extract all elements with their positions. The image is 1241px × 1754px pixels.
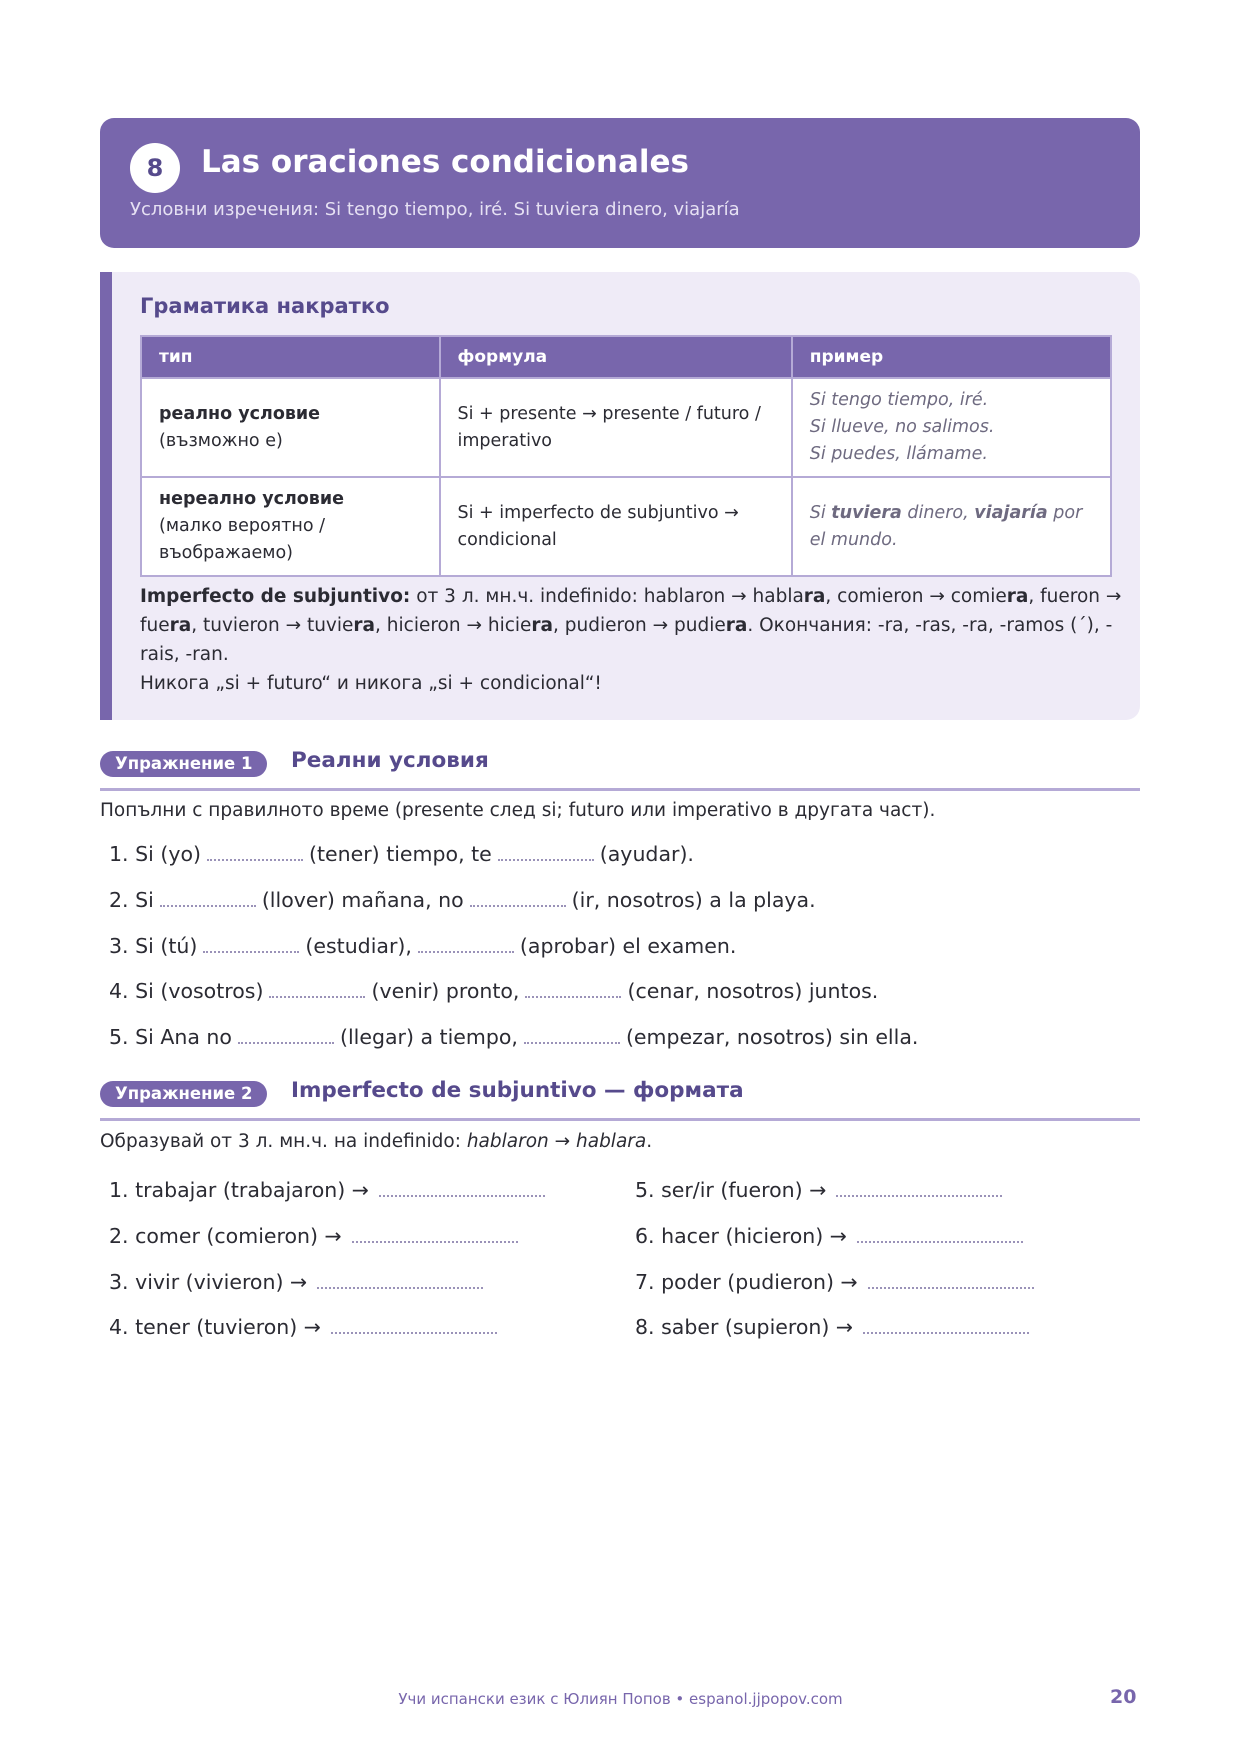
formula-cell: Si + presente → presente / futuro / imperativo <box>440 378 792 477</box>
answer-blank[interactable] <box>269 980 365 998</box>
item-text: Si Ana no <box>135 1025 232 1049</box>
exercise-item <box>109 934 736 958</box>
grammar-table <box>140 335 1112 577</box>
answer-blank[interactable] <box>868 1271 1034 1289</box>
exercise-title: Реални условия <box>291 748 489 773</box>
item-text: (ir, nosotros) a la playa. <box>571 888 816 912</box>
item-text: 5. ser/ir (fueron) → <box>635 1178 827 1202</box>
note-ending: ra <box>1006 586 1029 607</box>
type-cell <box>141 378 440 477</box>
answer-blank[interactable] <box>238 1026 334 1044</box>
item-text: Si <box>135 888 154 912</box>
grammar-title: Граматика накратко <box>140 294 390 318</box>
example-part: por el mundo. <box>809 502 1083 550</box>
note-label: Imperfecto de subjuntivo: <box>140 586 411 607</box>
note-text: от 3 л. мн.ч. indefinido: hablaron → habla <box>410 586 804 607</box>
column-header-type: тип <box>141 336 440 378</box>
item-number: 5. <box>109 1025 129 1049</box>
note-ending: ra <box>531 615 554 636</box>
item-text: (venir) pronto, <box>371 979 520 1003</box>
item-text: 6. hacer (hicieron) → <box>635 1224 847 1248</box>
answer-blank[interactable] <box>470 889 566 907</box>
example-part: dinero, <box>901 502 975 523</box>
answer-blank[interactable] <box>207 843 303 861</box>
item-number: 3. <box>109 934 129 958</box>
example-line: Si tengo tiempo, iré. <box>809 390 989 410</box>
answer-blank[interactable] <box>203 935 299 953</box>
exercise-title: Imperfecto de subjuntivo — формата <box>291 1078 744 1103</box>
exercise-item <box>635 1315 1029 1339</box>
item-text: Si (tú) <box>135 934 198 958</box>
exercise-item <box>109 842 694 866</box>
type-label: реално условие <box>159 403 321 424</box>
exercise-1-header <box>100 748 1140 791</box>
column-header-formula: формула <box>440 336 792 378</box>
answer-blank[interactable] <box>857 1225 1023 1243</box>
note-text: , comieron → comie <box>825 586 1007 607</box>
example-bold: tuviera <box>831 502 902 523</box>
type-note: (възможно е) <box>159 430 283 451</box>
item-text: (ayudar). <box>599 842 694 866</box>
chapter-title: Las oraciones condicionales <box>201 144 690 180</box>
page-footer: Учи испански език с Юлиян Попов • espanol.jjpopov.com <box>398 1690 843 1708</box>
example-cell <box>792 477 1111 576</box>
exercise-2-header <box>100 1078 1140 1121</box>
note-text: , fueron → fue <box>140 586 1122 636</box>
example-line: Si puedes, llámame. <box>809 444 988 464</box>
column-header-example: пример <box>792 336 1111 378</box>
note-text: . Окончания: -ra, -ras, -ra, -ramos (´), -rais, -ran. <box>140 615 1113 665</box>
item-text: Si (vosotros) <box>135 979 264 1003</box>
note-ending: ra <box>169 615 192 636</box>
exercise-item <box>109 1315 497 1339</box>
answer-blank[interactable] <box>331 1316 497 1334</box>
exercise-item <box>109 888 816 912</box>
exercise-item <box>635 1178 1002 1202</box>
answer-blank[interactable] <box>317 1271 483 1289</box>
exercise-item <box>109 1270 483 1294</box>
example-part: Si <box>809 502 832 523</box>
note-text: , pudieron → pudie <box>553 615 726 636</box>
answer-blank[interactable] <box>379 1179 545 1197</box>
answer-blank[interactable] <box>863 1316 1029 1334</box>
note-ending: ra <box>725 615 748 636</box>
table-row <box>141 378 1111 477</box>
answer-blank[interactable] <box>418 935 514 953</box>
answer-blank[interactable] <box>524 1026 620 1044</box>
example-bold: viajaría <box>974 502 1048 523</box>
formula-cell: Si + imperfecto de subjuntivo → condicional <box>440 477 792 576</box>
item-text: 7. poder (pudieron) → <box>635 1270 858 1294</box>
chapter-header <box>100 118 1140 248</box>
note-ending: ra <box>803 586 826 607</box>
item-text: 8. saber (supieron) → <box>635 1315 854 1339</box>
example-line: Si llueve, no salimos. <box>809 417 995 437</box>
chapter-number-badge: 8 <box>130 143 180 193</box>
note-warning: Никога „si + futuro“ и никога „si + condicional“! <box>140 673 602 694</box>
answer-blank[interactable] <box>836 1179 1002 1197</box>
exercise-instruction: Попълни с правилното време (presente след si; futuro или imperativo в другата част). <box>100 800 936 821</box>
item-text: (llegar) a tiempo, <box>339 1025 518 1049</box>
answer-blank[interactable] <box>160 889 256 907</box>
grammar-note <box>140 582 1125 698</box>
item-text: (empezar, nosotros) sin ella. <box>625 1025 919 1049</box>
example-cell <box>792 378 1111 477</box>
note-text: , hicieron → hicie <box>375 615 532 636</box>
chapter-subtitle: Условни изречения: Si tengo tiempo, iré. Si tuviera dinero, viajaría <box>130 199 740 220</box>
item-text: (aprobar) el examen. <box>519 934 737 958</box>
answer-blank[interactable] <box>525 980 621 998</box>
exercise-item <box>109 1178 545 1202</box>
answer-blank[interactable] <box>498 843 594 861</box>
grammar-summary-box <box>100 272 1140 720</box>
item-text: 3. vivir (vivieron) → <box>109 1270 308 1294</box>
exercise-item <box>635 1270 1034 1294</box>
item-number: 2. <box>109 888 129 912</box>
exercise-badge: Упражнение 2 <box>100 1081 267 1107</box>
type-note: (малко вероятно / въображаемо) <box>159 516 326 563</box>
instruction-text: Образувай от 3 л. мн.ч. на indefinido: <box>100 1131 467 1152</box>
exercise-badge: Упражнение 1 <box>100 751 267 777</box>
item-text: 1. trabajar (trabajaron) → <box>109 1178 369 1202</box>
item-text: (estudiar), <box>305 934 412 958</box>
type-cell <box>141 477 440 576</box>
type-label: нереално условие <box>159 489 345 509</box>
exercise-item <box>109 979 878 1003</box>
item-number: 1. <box>109 842 129 866</box>
instruction-text: . <box>646 1131 653 1152</box>
instruction-example: hablaron → hablara <box>466 1131 647 1152</box>
item-number: 4. <box>109 979 129 1003</box>
exercise-item <box>109 1224 518 1248</box>
item-text: (tener) tiempo, te <box>309 842 492 866</box>
exercise-item <box>635 1224 1023 1248</box>
item-text: (cenar, nosotros) juntos. <box>627 979 879 1003</box>
item-text: 4. tener (tuvieron) → <box>109 1315 321 1339</box>
exercise-item <box>109 1025 918 1049</box>
page-number: 20 <box>1110 1686 1137 1708</box>
note-ending: ra <box>353 615 376 636</box>
answer-blank[interactable] <box>352 1225 518 1243</box>
exercise-instruction <box>100 1131 652 1152</box>
note-text: , tuvieron → tuvie <box>191 615 354 636</box>
item-text: 2. comer (comieron) → <box>109 1224 342 1248</box>
item-text: (llover) mañana, no <box>261 888 464 912</box>
item-text: Si (yo) <box>135 842 201 866</box>
table-row <box>141 477 1111 576</box>
